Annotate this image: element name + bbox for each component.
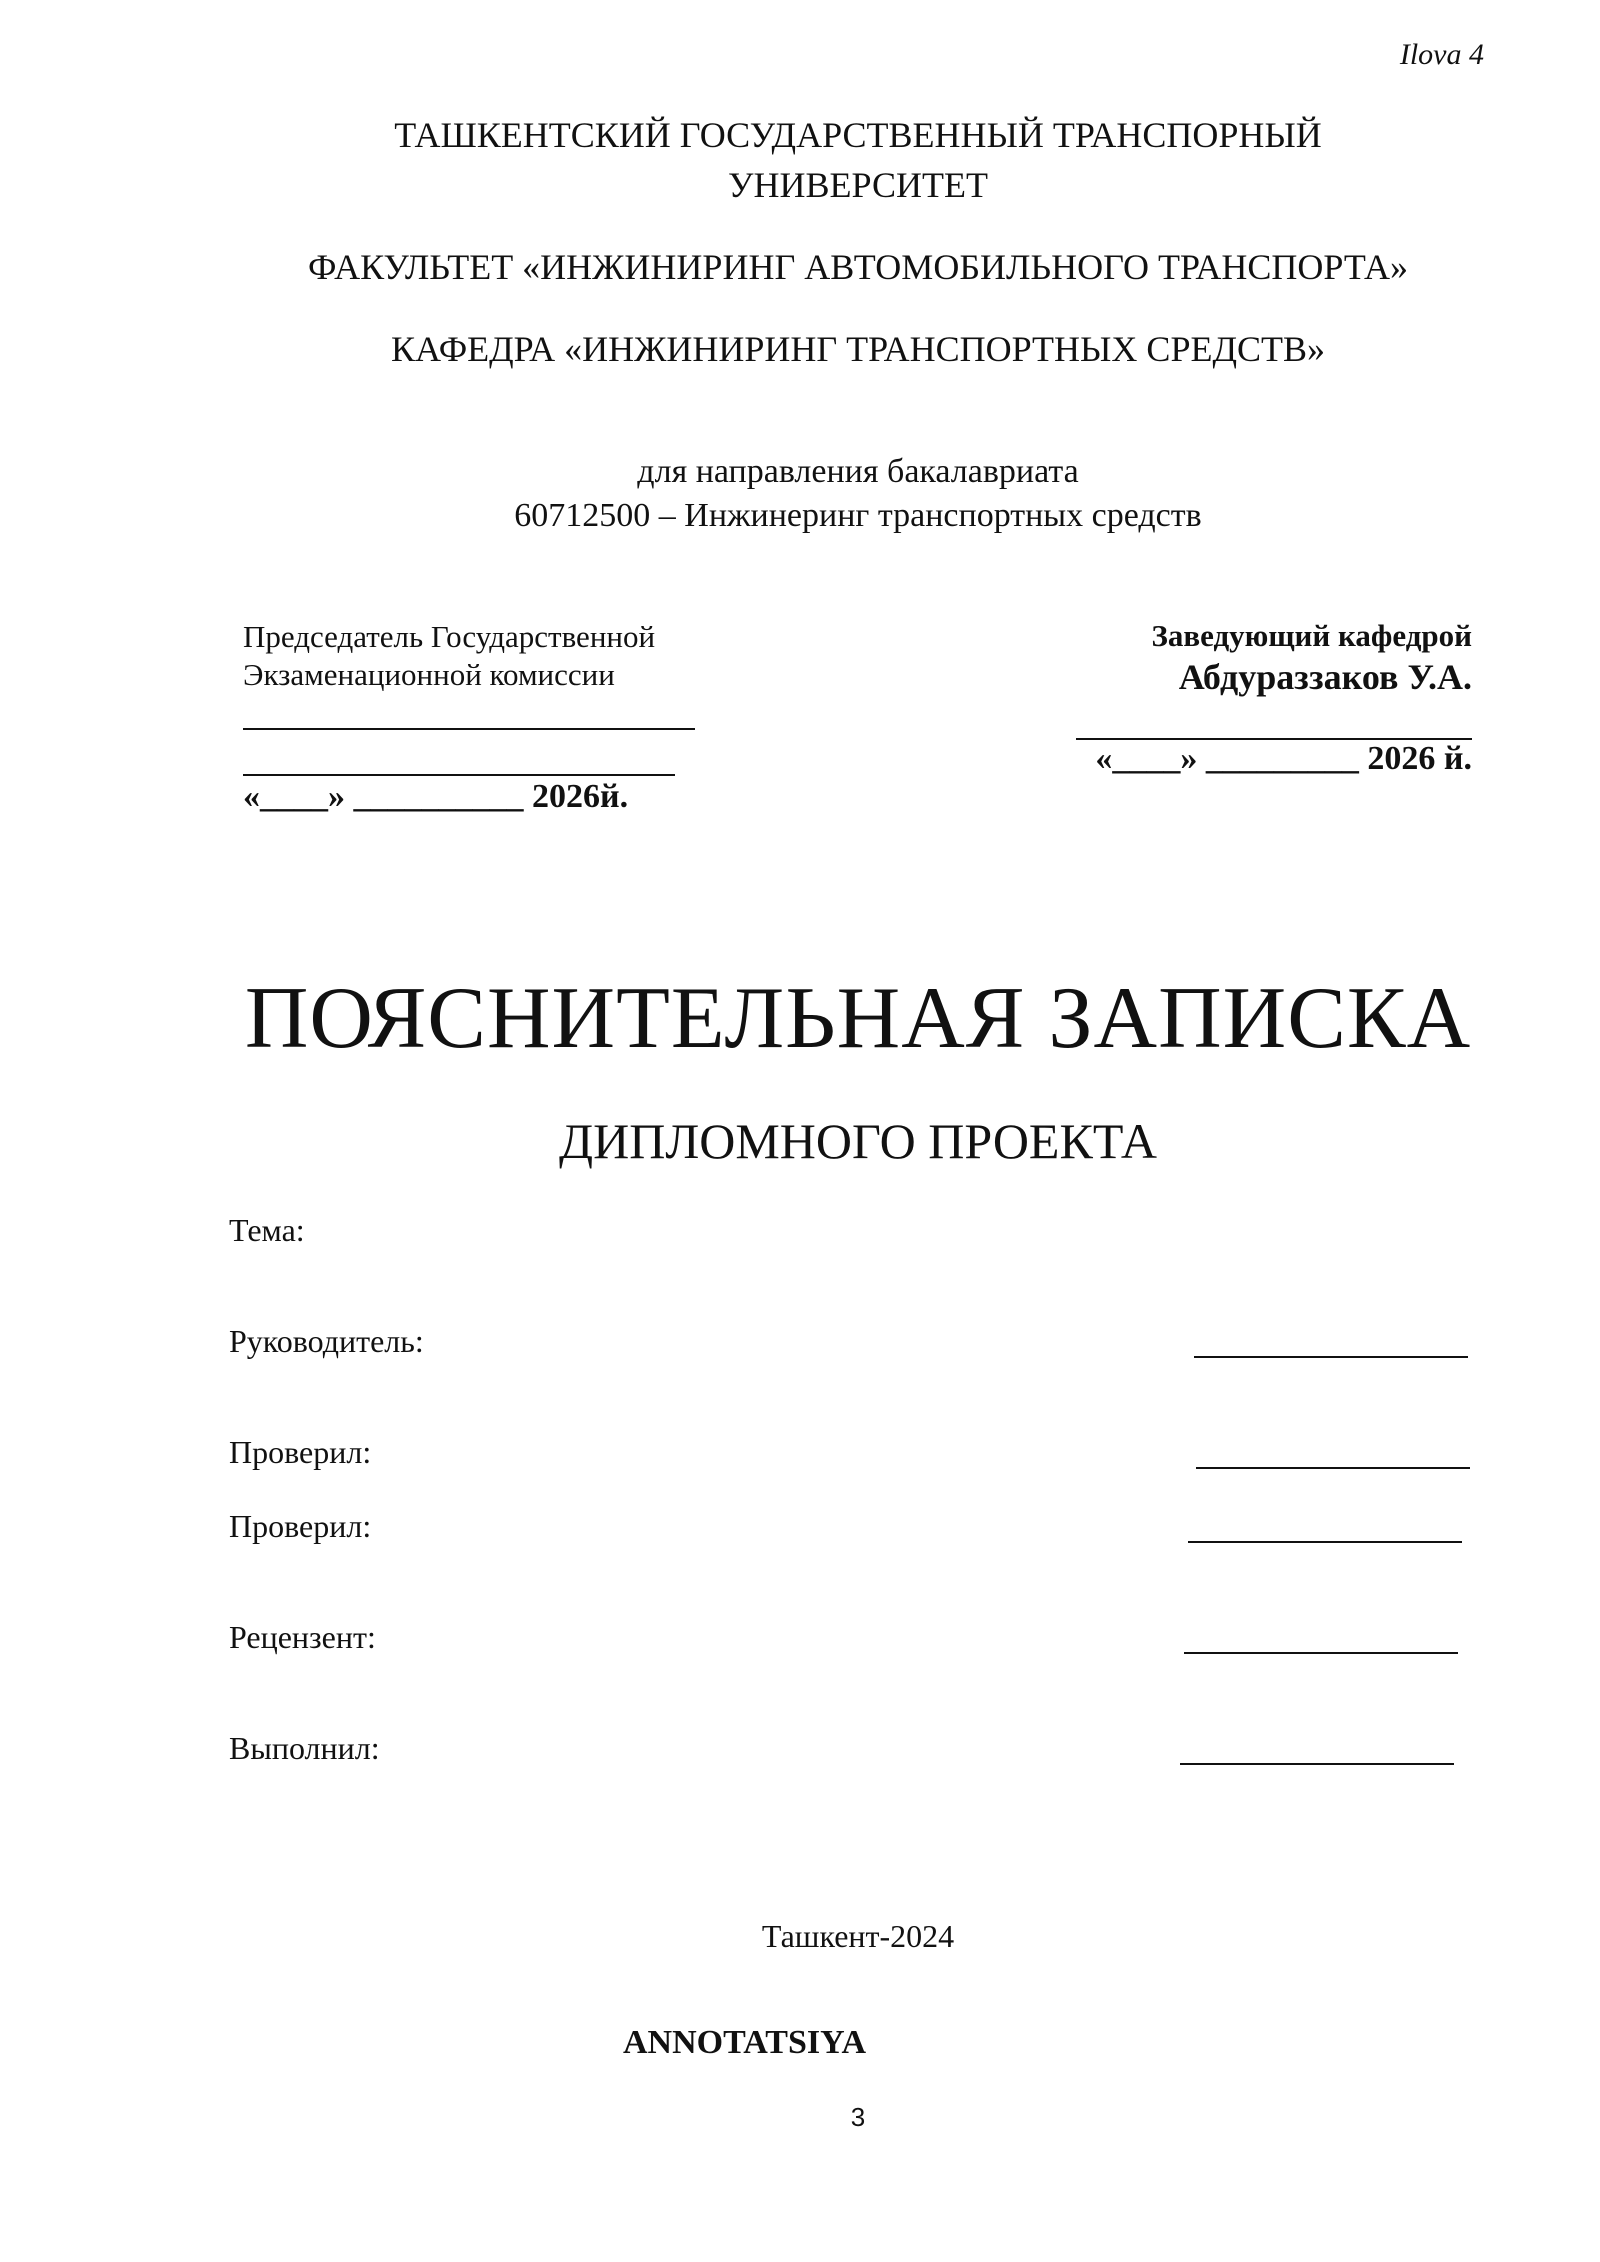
checked-label-1: Проверил: — [229, 1434, 372, 1470]
head-of-department-title: Заведующий кафедрой — [1151, 618, 1472, 653]
faculty-name: ФАКУЛЬТЕТ «ИНЖИНИРИНГ АВТОМОБИЛЬНОГО ТРАНСПОРТА» — [307, 247, 1409, 287]
direction-line-1: для направления бакалавриата — [637, 453, 1079, 490]
checked-signature-line-2 — [1188, 1541, 1462, 1543]
annotation-heading: ANNOTATSIYA — [623, 2024, 867, 2061]
university-line-2: УНИВЕРСИТЕТ — [728, 165, 988, 205]
checked-signature-line-1 — [1196, 1467, 1470, 1469]
theme-label: Тема: — [229, 1212, 305, 1248]
chair-signature-line — [243, 728, 695, 730]
head-of-department-name: Абдураззаков У.А. — [1178, 657, 1472, 697]
appendix-label: Ilova 4 — [1399, 38, 1484, 71]
university-name — [0, 110, 1600, 210]
commission-chair-block — [243, 618, 763, 694]
performed-signature-line — [1180, 1763, 1454, 1765]
document-subtitle: ДИПЛОМНОГО ПРОЕКТА — [559, 1113, 1157, 1169]
chair-name-line — [243, 774, 675, 776]
supervisor-signature-line — [1194, 1356, 1468, 1358]
university-line-1: ТАШКЕНТСКИЙ ГОСУДАРСТВЕННЫЙ ТРАНСПОРНЫЙ — [394, 115, 1322, 155]
direction-line-2: 60712500 – Инжинеринг транспортных средств — [514, 497, 1202, 534]
commission-chair-line-1: Председатель Государственной — [243, 619, 656, 654]
reviewer-label: Рецензент: — [229, 1619, 376, 1655]
commission-chair-line-2: Экзаменационной комиссии — [243, 657, 615, 692]
direction-block — [0, 450, 1600, 538]
document-title: ПОЯСНИТЕЛЬНАЯ ЗАПИСКА — [244, 970, 1472, 1067]
city-year: Ташкент-2024 — [761, 1918, 955, 1954]
reviewer-signature-line — [1184, 1652, 1458, 1654]
chair-date: «____» __________ 2026й. — [243, 778, 629, 815]
department-name: КАФЕДРА «ИНЖИНИРИНГ ТРАНСПОРТНЫХ СРЕДСТВ» — [390, 329, 1326, 369]
checked-label-2: Проверил: — [229, 1508, 372, 1544]
performed-label: Выполнил: — [229, 1730, 380, 1766]
head-date: «____» _________ 2026 й. — [1095, 740, 1472, 777]
page-number: 3 — [850, 2102, 866, 2132]
supervisor-label: Руководитель: — [229, 1323, 424, 1359]
